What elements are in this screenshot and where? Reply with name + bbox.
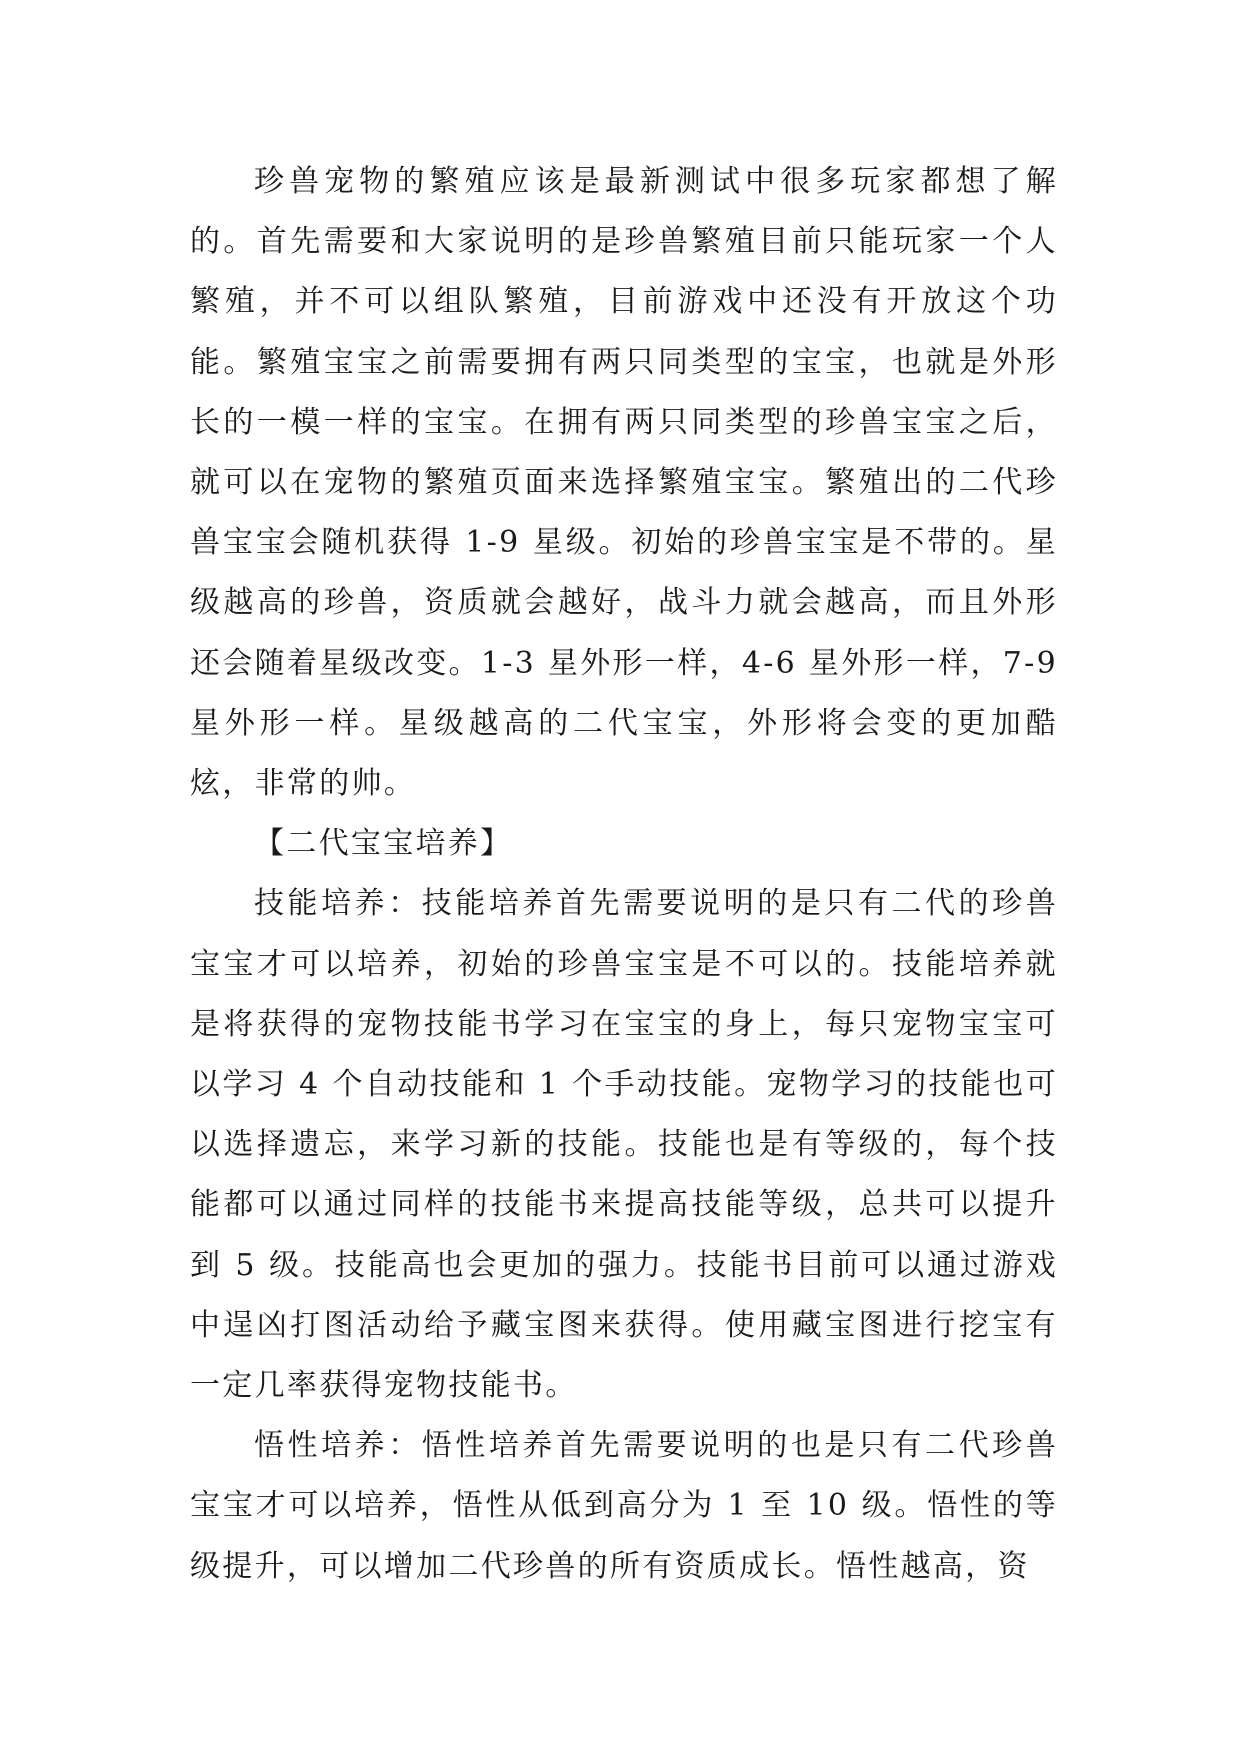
document-body [190,152,1058,1597]
section-heading: 【二代宝宝培养】 [254,826,513,862]
paragraph-breeding: 珍兽宠物的繁殖应该是最新测试中很多玩家都想了解的。首先需要和大家说明的是珍兽繁殖目前只能玩家一个人繁殖，并不可以组队繁殖，目前游戏中还没有开放这个功能。繁殖宝宝之前需要拥有两只同类型的宝宝，也就是外形长的一模一样的宝宝。在拥有两只同类型的珍兽宝宝之后，就可以在宠物的繁殖页面来选择繁殖宝宝。繁殖出的二代珍兽宝宝会随机获得 1-9 星级。初始的珍兽宝宝是不带的。星级越高的珍兽，资质就会越好，战斗力就会越高，而且外形还会随着星级改变。1-3 星外形一样，4-6 星外形一样，7-9 星外形一样。星级越高的二代宝宝，外形将会变的更加酷炫，非常的帅。 [190,164,1058,802]
paragraph-insight-training: 悟性培养：悟性培养首先需要说明的也是只有二代珍兽宝宝才可以培养，悟性从低到高分为 1 至 10 级。悟性的等级提升，可以增加二代珍兽的所有资质成长。悟性越高，资 [190,1428,1058,1584]
paragraph-skill-training: 技能培养：技能培养首先需要说明的是只有二代的珍兽宝宝才可以培养，初始的珍兽宝宝是不可以的。技能培养就是将获得的宠物技能书学习在宝宝的身上，每只宠物宝宝可以学习 4 个自动技能和 1 个手动技能。宠物学习的技能也可以选择遗忘，来学习新的技能。技能也是有等级的，每个技能都可以通过同样的技能书来提高技能等级，总共可以提升到 5 级。技能高也会更加的强力。技能书目前可以通过游戏中逞凶打图活动给予藏宝图来获得。使用藏宝图进行挖宝有一定几率获得宠物技能书。 [190,886,1058,1404]
